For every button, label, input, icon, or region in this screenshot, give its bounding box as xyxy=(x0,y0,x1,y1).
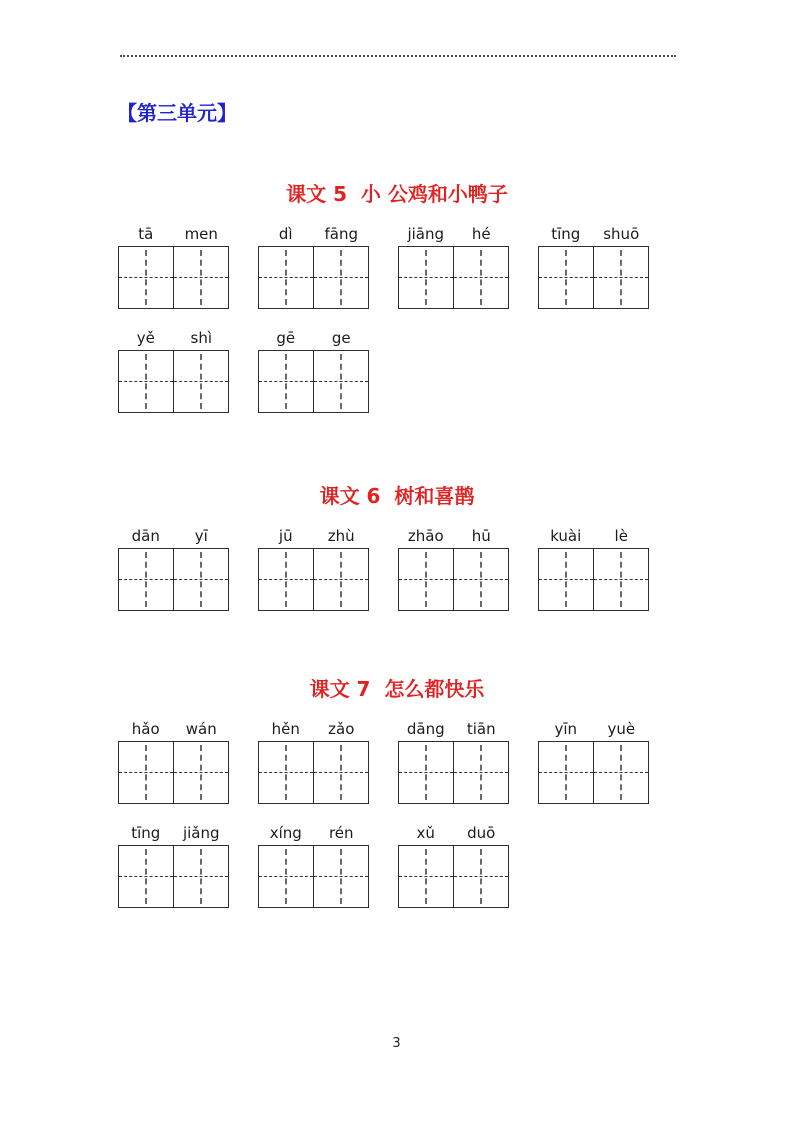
writing-cell xyxy=(119,742,173,803)
word-group xyxy=(118,329,229,413)
writing-grid-box xyxy=(258,845,369,908)
writing-grid-box xyxy=(398,246,509,309)
pinyin-syllable: jiāng xyxy=(407,225,445,243)
pinyin-syllable: shuō xyxy=(603,225,640,243)
pinyin-labels xyxy=(118,329,229,348)
word-group xyxy=(538,720,649,804)
pinyin-syllable: men xyxy=(184,225,218,243)
pinyin-labels xyxy=(538,225,649,244)
pinyin-labels xyxy=(118,720,229,739)
writing-cell xyxy=(119,846,173,907)
pinyin-syllable: yuè xyxy=(607,720,636,738)
unit-title: 【第三单元】 xyxy=(117,101,237,125)
writing-grid-box xyxy=(258,350,369,413)
writing-grid-box xyxy=(398,845,509,908)
writing-cell xyxy=(453,846,508,907)
writing-cell xyxy=(539,742,593,803)
writing-cell xyxy=(399,549,453,610)
pinyin-syllable: gē xyxy=(276,329,296,347)
writing-cell xyxy=(453,247,508,308)
pinyin-syllable: jū xyxy=(278,527,293,545)
pinyin-labels xyxy=(538,720,649,739)
writing-cell xyxy=(399,846,453,907)
pinyin-syllable: xíng xyxy=(269,824,302,842)
writing-grid-box xyxy=(398,548,509,611)
pinyin-syllable: wán xyxy=(185,720,217,738)
writing-grid-box xyxy=(118,741,229,804)
pinyin-labels xyxy=(538,527,649,546)
writing-cell xyxy=(313,549,368,610)
writing-cell xyxy=(453,549,508,610)
pinyin-labels xyxy=(118,225,229,244)
pinyin-syllable: duō xyxy=(467,824,496,842)
word-group xyxy=(258,720,369,804)
word-group xyxy=(118,527,229,611)
pinyin-syllable: rén xyxy=(328,824,354,842)
pinyin-syllable: lè xyxy=(614,527,628,545)
word-grid-row xyxy=(118,824,676,908)
word-grid-row xyxy=(118,225,676,309)
word-group xyxy=(538,527,649,611)
pinyin-labels xyxy=(258,329,369,348)
writing-cell xyxy=(259,247,313,308)
pinyin-syllable: yī xyxy=(194,527,208,545)
writing-cell xyxy=(173,549,228,610)
writing-cell xyxy=(119,351,173,412)
word-group xyxy=(258,329,369,413)
writing-cell xyxy=(313,247,368,308)
writing-grid-box xyxy=(258,246,369,309)
pinyin-syllable: tīng xyxy=(131,824,161,842)
word-group xyxy=(118,225,229,309)
word-grid-row xyxy=(118,720,676,804)
writing-cell xyxy=(399,742,453,803)
lesson-section xyxy=(118,678,676,908)
word-group xyxy=(398,824,509,908)
lesson-section xyxy=(118,183,676,413)
writing-cell xyxy=(539,247,593,308)
pinyin-syllable: hěn xyxy=(271,720,300,738)
pinyin-syllable: kuài xyxy=(550,527,582,545)
writing-cell xyxy=(259,846,313,907)
page-separator-line xyxy=(120,55,676,57)
pinyin-syllable: hǎo xyxy=(131,720,160,738)
pinyin-labels xyxy=(258,527,369,546)
writing-grid-box xyxy=(118,548,229,611)
writing-grid-box xyxy=(538,741,649,804)
pinyin-syllable: dān xyxy=(131,527,160,545)
pinyin-syllable: dāng xyxy=(406,720,445,738)
pinyin-labels xyxy=(398,824,509,843)
lesson-title: 课文 5 小 公鸡和小鸭子 xyxy=(286,182,508,206)
lesson-title: 课文 7 怎么都快乐 xyxy=(309,677,485,701)
writing-cell xyxy=(399,247,453,308)
writing-cell xyxy=(593,549,648,610)
writing-grid-box xyxy=(398,741,509,804)
pinyin-labels xyxy=(118,527,229,546)
pinyin-syllable: xǔ xyxy=(416,824,435,842)
word-group xyxy=(398,527,509,611)
writing-cell xyxy=(173,247,228,308)
pinyin-syllable: tīng xyxy=(551,225,581,243)
writing-cell xyxy=(259,351,313,412)
writing-grid-box xyxy=(118,246,229,309)
pinyin-labels xyxy=(118,824,229,843)
writing-grid-box xyxy=(258,741,369,804)
word-group xyxy=(258,527,369,611)
word-group xyxy=(118,720,229,804)
writing-cell xyxy=(119,549,173,610)
lesson-section xyxy=(118,485,676,611)
writing-cell xyxy=(173,351,228,412)
word-group xyxy=(538,225,649,309)
word-group xyxy=(398,225,509,309)
pinyin-syllable: hū xyxy=(471,527,491,545)
word-group xyxy=(398,720,509,804)
pinyin-syllable: hé xyxy=(471,225,491,243)
lesson-title: 课文 6 树和喜鹊 xyxy=(319,484,475,508)
writing-cell xyxy=(313,846,368,907)
word-group xyxy=(258,225,369,309)
pinyin-labels xyxy=(258,824,369,843)
word-grid-row xyxy=(118,329,676,413)
writing-grid-box xyxy=(118,845,229,908)
writing-cell xyxy=(119,247,173,308)
pinyin-syllable: ge xyxy=(331,329,351,347)
writing-cell xyxy=(593,742,648,803)
writing-cell xyxy=(313,351,368,412)
pinyin-syllable: yě xyxy=(136,329,155,347)
pinyin-labels xyxy=(398,527,509,546)
pinyin-syllable: zhù xyxy=(327,527,355,545)
writing-cell xyxy=(173,742,228,803)
writing-cell xyxy=(593,247,648,308)
writing-cell xyxy=(539,549,593,610)
writing-cell xyxy=(259,549,313,610)
writing-cell xyxy=(173,846,228,907)
pinyin-labels xyxy=(258,225,369,244)
writing-cell xyxy=(313,742,368,803)
word-group xyxy=(118,824,229,908)
writing-cell xyxy=(453,742,508,803)
pinyin-labels xyxy=(398,720,509,739)
pinyin-syllable: tā xyxy=(138,225,154,243)
writing-grid-box xyxy=(118,350,229,413)
pinyin-syllable: zhāo xyxy=(407,527,444,545)
writing-grid-box xyxy=(538,548,649,611)
pinyin-syllable: shì xyxy=(190,329,212,347)
word-group xyxy=(258,824,369,908)
writing-grid-box xyxy=(258,548,369,611)
pinyin-syllable: tiān xyxy=(466,720,496,738)
page-number: 3 xyxy=(392,1036,401,1051)
pinyin-labels xyxy=(398,225,509,244)
pinyin-syllable: zǎo xyxy=(328,720,355,738)
word-grid-row xyxy=(118,527,676,611)
pinyin-syllable: yīn xyxy=(554,720,578,738)
pinyin-syllable: jiǎng xyxy=(182,824,220,842)
pinyin-labels xyxy=(258,720,369,739)
writing-cell xyxy=(259,742,313,803)
pinyin-syllable: dì xyxy=(278,225,293,243)
writing-grid-box xyxy=(538,246,649,309)
pinyin-syllable: fāng xyxy=(324,225,358,243)
